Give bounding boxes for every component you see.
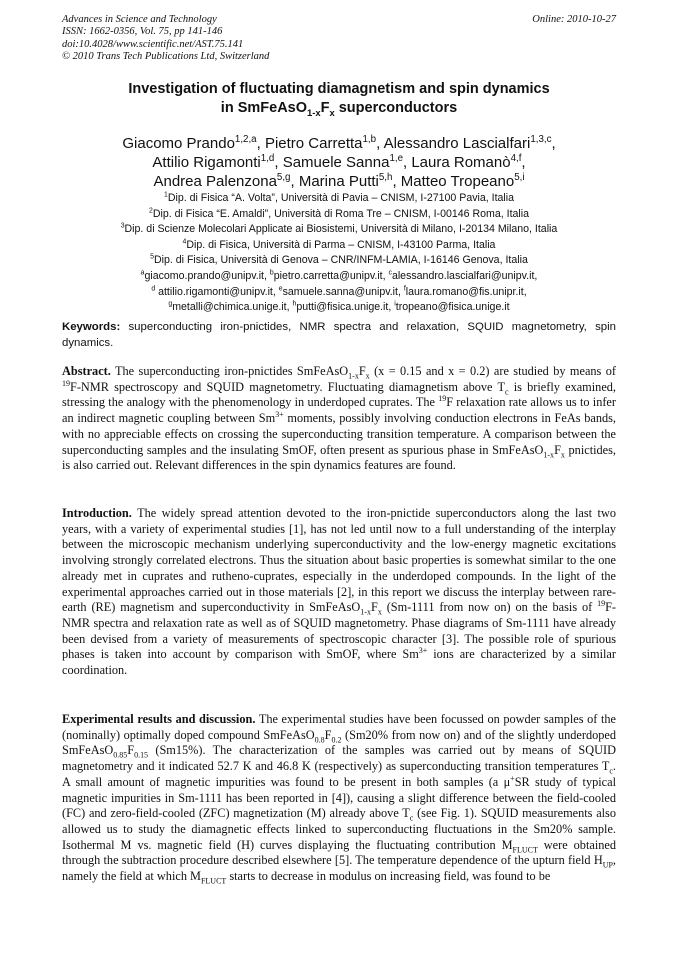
email-line-3: $^g$metalli@chimica.unige.it, $^h$putti@fisica.unige.it, $^i$tropeano@fisica.unige.it — [168, 300, 510, 314]
title-line-1: Investigation of fluctuating diamagnetism and spin dynamics — [128, 81, 550, 97]
email-line-2: $^d$ attilio.rigamonti@unipv.it, $^e$samuele.sanna@unipv.it, $^f$laura.romano@fis.unipr.it, — [151, 285, 527, 298]
journal-name: Advances in Science and Technology — [62, 14, 217, 25]
affiliation-list — [62, 191, 616, 316]
results-label: Experimental results and discussion. — [62, 712, 256, 726]
author-line-2: Attilio Rigamonti$^{1,d}$, Samuele Sanna$^{1,e}$, Laura Romanò$^{4,f}$, — [152, 153, 526, 171]
abstract-section: Abstract. The superconducting iron-pnictides $SmFeAsO_{1-x}F_x$ (x = 0.15 and x = 0.2) are studied by means of $^{19}$F-NMR spectroscopy and SQUID magnetometry. Fluctuating diamagnetism above $T_c$ is briefly examined, stressing the analogy with the phenomenology in underdoped cuprates. The $^{19}$F relaxation rate allows us to infer an indirect magnetic coupling between $Sm^{3+}$ moments, possibly involving conduction electrons in FeAs bands, with no appreciable effects on crossing the superconducting transition temperature. A comparison between the superconducting samples and the insulating SmOF, often present as spurious phase in $SmFeAsO_{1-x}F_x$ pnictides, is also carried out. Relevant differences in the spin dynamics features are found. — [62, 364, 617, 473]
affiliation-item: $^2$Dip. di Fisica “E. Amaldi”, Università di Roma Tre – CNISM, I-00146 Roma, Italia — [148, 207, 530, 220]
author-list — [62, 134, 616, 191]
affiliation-item: $^5$Dip. di Fisica, Università di Genova – CNR/INFM-LAMIA, I-16146 Genova, Italia — [150, 253, 528, 267]
author-name: Matteo Tropeano — [400, 173, 515, 190]
affiliation-item: $^4$Dip. di Fisica, Università di Parma – CNISM, I-43100 Parma, Italia — [182, 238, 496, 251]
email-link[interactable]: laura.romano@fis.unipr.it, — [405, 285, 527, 298]
title-line-2: in $SmFeAsO_{1-x}F_x$ superconductors — [220, 100, 458, 118]
author-name: Giacomo Prando — [122, 135, 235, 152]
copyright-line: © 2010 Trans Tech Publications Ltd, Switzerland — [62, 51, 270, 63]
author-name: Marina Putti — [298, 173, 379, 190]
email-link[interactable]: pietro.carretta@unipv.it, — [273, 269, 389, 282]
keywords-label: Keywords: — [62, 321, 121, 333]
abstract-label: Abstract. — [62, 364, 111, 378]
online-date: Online: 2010-10-27 — [532, 14, 616, 25]
email-link[interactable]: giacomo.prando@unipv.it, — [144, 269, 270, 282]
author-name: Pietro Carretta — [264, 135, 363, 152]
affiliation-item: $^1$Dip. di Fisica “A. Volta”, Università di Pavia – CNISM, I-27100 Pavia, Italia — [163, 191, 515, 204]
affiliation-item: $^3$Dip. di Scienze Molecolari Applicate ai Biosistemi, Università di Milano, I-20134 Milano, Italia — [120, 222, 558, 236]
email-link[interactable]: tropeano@fisica.unige.it — [395, 301, 510, 314]
author-name: Attilio Rigamonti — [152, 154, 261, 171]
email-link[interactable]: alessandro.lascialfari@unipv.it, — [391, 269, 538, 282]
email-link[interactable]: samuele.sanna@unipv.it, — [282, 285, 404, 298]
email-line-1: $^a$giacomo.prando@unipv.it, $^b$pietro.carretta@unipv.it, $^c$alessandro.lascialfari@unipv.it, — [140, 269, 538, 282]
keywords-text: superconducting iron-pnictides, NMR spectra and relaxation, SQUID magnetometry, spin dynamics. — [62, 321, 616, 349]
journal-header — [62, 14, 616, 64]
author-name: Samuele Sanna — [282, 154, 390, 171]
results-section: Experimental results and discussion. The experimental studies have been focussed on powder samples of the (nominally) optimally doped compound $SmFeAsO_{0.8}F_{0.2}$ (Sm20% from now on) and of the slightly underdoped $SmFeAsO_{0.85}F_{0.15}$ (Sm15%). The characterization of the samples was carried out by means of SQUID magnetometry and it indicated 52.7 K and 46.8 K (respectively) as superconducting transition temperatures $T_c$. A small amount of magnetic impurities was found to be present in both samples (a μ+SR study of typical magnetic impurities in Sm-1111 has been reported in [4]), causing a slight difference between the field-cooled (FC) and zero-field-cooled (ZFC) magnetization (M) already above $T_c$ (see Fig. 1). SQUID measurements also allowed us to study the diamagnetic effects linked to superconducting fluctuations in the Sm20% sample. Isothermal M vs. magnetic field (H) curves displaying the fluctuating contribution $M_{FLUCT}$ were obtained through the subtraction procedure described elsewhere [5]. The temperature dependence of the upturn field $H_{UP}$, namely the field at which $M_{FLUCT}$ starts to decrease in modulus on increasing field, was found to be — [62, 712, 616, 886]
author-name: Alessandro Lascialfari — [383, 135, 531, 152]
email-link[interactable]: metalli@chimica.unige.it, — [172, 301, 293, 314]
email-link[interactable]: putti@fisica.unige.it, — [296, 301, 395, 314]
doi-line: doi:10.4028/www.scientific.net/AST.75.141 — [62, 38, 244, 50]
author-name: Andrea Palenzona — [153, 173, 277, 190]
paper-title — [62, 80, 616, 118]
author-line-3: Andrea Palenzona$^{5,g}$, Marina Putti$^{5,h}$, Matteo Tropeano$^{5,i}$ — [153, 172, 525, 190]
author-name: Laura Romanò — [411, 154, 511, 171]
keywords — [62, 320, 616, 351]
issn-line: ISSN: 1662-0356, Vol. 75, pp 141-146 — [62, 26, 223, 38]
author-line-1: Giacomo Prando$^{1,2,a}$, Pietro Carretta$^{1,b}$, Alessandro Lascialfari$^{1,3,c}$, — [122, 134, 556, 152]
introduction-label: Introduction. — [62, 506, 132, 520]
introduction-section: Introduction. The widely spread attention devoted to the iron-pnictide superconductors along the last two years, with a variety of experimental studies [1], has not led until now to a full understanding of the interplay between the microscopic mechanism underlying superconductivity and the low-energy magnetic excitations involving strongly correlated electrons. Thus the situation about basic properties is somewhat similar to the one already met in cuprates and rutheno-cuprates, especially in the underdoped compounds. In the light of the experimental approaches carried out in those materials [2], in this report we discuss the interplay between rare-earth (RE) magnetism and superconductivity in $SmFeAsO_{1-x}F_x$ (Sm-1111 from now on) on the basis of $^{19}$F-NMR spectra and relaxation rate as well as of SQUID magnetometry. Phase diagrams of Sm-1111 have already been devised from a variety of measurements of spectroscopic character [3]. The possible role of spurious phases is taken into account by comparison with SmOF, where $Sm^{3+}$ ions are characterized by a similar coordination. — [62, 506, 616, 678]
email-link[interactable]: attilio.rigamonti@unipv.it, — [155, 285, 279, 298]
